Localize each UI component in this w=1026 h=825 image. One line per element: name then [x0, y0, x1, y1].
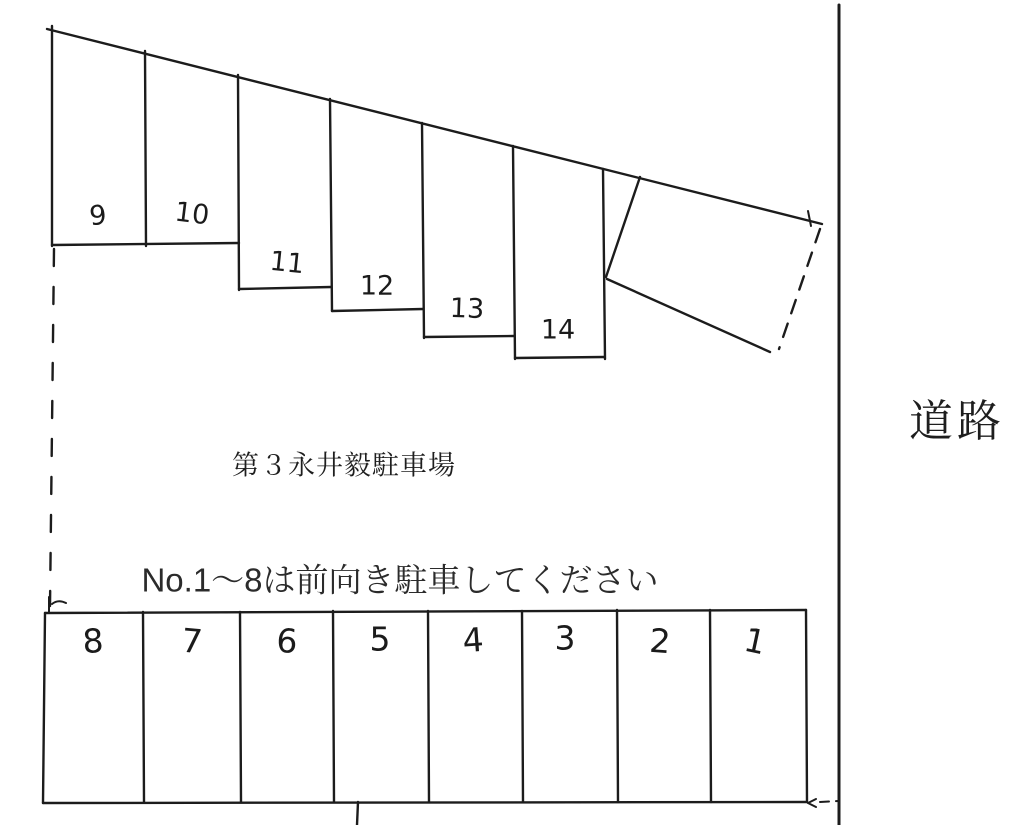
divider-3-2	[617, 610, 618, 802]
entrance-tick-mark	[357, 802, 358, 825]
stalls-9-10-bottom-edge	[52, 243, 239, 245]
divider-7-6	[240, 612, 241, 802]
stall-label-10: 10	[173, 196, 211, 232]
lower-row-right-edge	[806, 610, 807, 802]
stall-11-bottom-edge	[239, 287, 331, 289]
corner-arrow-mark	[49, 597, 66, 613]
divider-12-13	[422, 123, 424, 338]
tilted-area-bottom-edge	[607, 279, 770, 352]
stall-label-6: 6	[275, 620, 299, 662]
divider-2-1	[710, 610, 711, 802]
stall-label-5: 5	[369, 619, 391, 659]
stall-label-2: 2	[648, 620, 672, 662]
stall-label-14: 14	[540, 314, 576, 346]
stall-label-9: 9	[88, 199, 108, 233]
stall-label-11: 11	[268, 245, 306, 281]
tilted-area-outline	[606, 177, 820, 352]
lower-stalls-outline	[43, 610, 807, 803]
divider-10-11	[238, 75, 239, 290]
lower-row-bottom-edge	[43, 802, 807, 803]
stall-label-3: 3	[554, 618, 576, 658]
stall-label-7: 7	[179, 620, 205, 662]
divider-6-5	[333, 611, 334, 802]
stall-label-13: 13	[449, 292, 485, 326]
top-slanted-boundary-line	[47, 29, 822, 224]
boundary-end-tick	[808, 211, 811, 226]
divider-5-4	[428, 611, 429, 802]
parking-instruction: No.1〜8は前向き駐車してください	[141, 561, 659, 599]
stall-13-bottom-edge	[424, 336, 514, 337]
lower-row-left-edge	[43, 613, 45, 803]
stall-label-4: 4	[461, 619, 485, 661]
divider-11-12	[330, 99, 332, 311]
divider-4-3	[522, 611, 523, 802]
road-connector-mark	[808, 799, 838, 807]
road-label: 道路	[909, 397, 1005, 446]
stall-14-bottom-edge	[515, 357, 604, 358]
stall-label-8: 8	[81, 620, 105, 662]
tilted-area-left-edge	[606, 177, 640, 277]
lot-title: 第３永井毅駐車場	[232, 450, 456, 481]
stall-label-12: 12	[359, 270, 395, 302]
divider-13-14	[513, 146, 515, 359]
lower-row-top-edge	[45, 610, 806, 613]
stall-12-bottom-edge	[332, 309, 423, 311]
divider-8-7	[143, 612, 144, 802]
stall-14-right-edge	[603, 169, 605, 359]
upper-stalls-outline	[47, 26, 822, 359]
left-boundary-dashed-line	[50, 249, 54, 606]
tilted-area-dashed-right-edge	[779, 229, 820, 349]
stall-label-1: 1	[740, 619, 770, 663]
divider-9-10	[145, 51, 146, 246]
